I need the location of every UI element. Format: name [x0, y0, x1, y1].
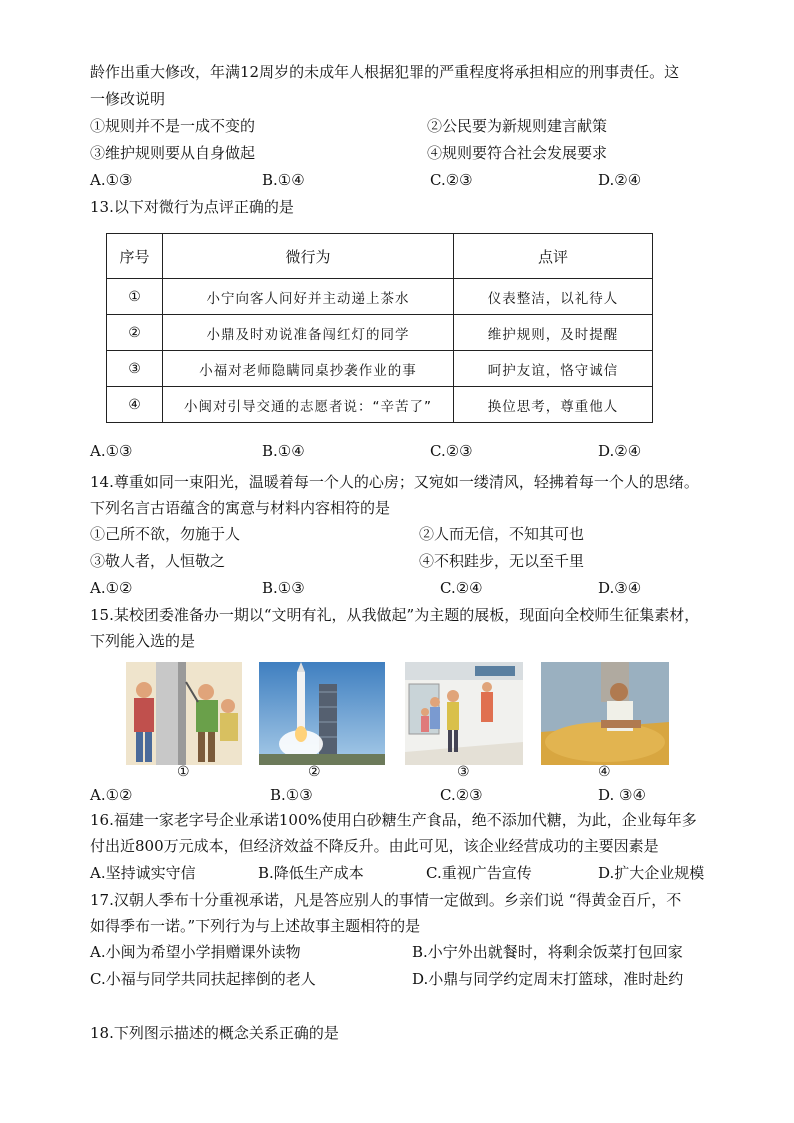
q15-image-cleaning	[126, 662, 242, 765]
q14-line1: 14.尊重如同一束阳光，温暖着每一个人的心房；又宛如一缕清风，轻拂着每一个人的思绪。	[90, 473, 699, 491]
row-comment: 呵护友谊，恪守诚信	[454, 351, 653, 387]
q13-option-d[interactable]: D.②④	[598, 442, 642, 460]
q14-statement-1: ①己所不欲，勿施于人	[90, 525, 241, 543]
q15-option-b[interactable]: B.①③	[270, 786, 313, 804]
q12-statement-1: ①规则并不是一成不变的	[90, 117, 256, 135]
q15-line2: 下列能入选的是	[90, 632, 196, 650]
row-behavior: 小宁向客人问好并主动递上茶水	[163, 279, 454, 315]
q15-image-subway	[405, 662, 523, 765]
q13-stem: 13.以下对微行为点评正确的是	[90, 198, 294, 216]
q15-caption-2: ②	[308, 764, 321, 780]
table-header-comment: 点评	[454, 234, 653, 279]
row-number: ①	[107, 279, 163, 315]
row-behavior: 小福对老师隐瞒同桌抄袭作业的事	[163, 351, 454, 387]
q12-option-c[interactable]: C.②③	[430, 171, 473, 189]
q18-stem: 18.下列图示描述的概念关系正确的是	[90, 1024, 339, 1042]
q13-option-a[interactable]: A.①③	[90, 442, 133, 460]
q12-statement-4: ④规则要符合社会发展要求	[427, 144, 608, 162]
table-header-behavior: 微行为	[163, 234, 454, 279]
q12-option-d[interactable]: D.②④	[598, 171, 642, 189]
q15-image-farmer	[541, 662, 669, 765]
q16-option-b[interactable]: B.降低生产成本	[258, 864, 364, 882]
q17-option-b[interactable]: B.小宁外出就餐时，将剩余饭菜打包回家	[412, 943, 683, 961]
row-comment: 维护规则，及时提醒	[454, 315, 653, 351]
q16-line2: 付出近800万元成本，但经济效益不降反升。由此可见，该企业经营成功的主要因素是	[90, 837, 659, 855]
q14-option-a[interactable]: A.①②	[90, 579, 133, 597]
q12-statement-2: ②公民要为新规则建言献策	[427, 117, 608, 135]
q12-option-a[interactable]: A.①③	[90, 171, 133, 189]
q15-caption-1: ①	[177, 764, 190, 780]
q14-option-d[interactable]: D.③④	[598, 579, 642, 597]
q16-line1: 16.福建一家老字号企业承诺100%使用白砂糖生产食品，绝不添加代糖，为此，企业每年多	[90, 811, 697, 829]
q15-line1: 15.某校团委准备办一期以“文明有礼，从我做起”为主题的展板，现面向全校师生征集素材，	[90, 606, 700, 624]
q17-option-a[interactable]: A.小闽为希望小学捐赠课外读物	[90, 943, 301, 961]
q13-table	[106, 233, 653, 423]
q15-option-c[interactable]: C.②③	[440, 786, 483, 804]
q17-option-c[interactable]: C.小福与同学共同扶起摔倒的老人	[90, 970, 316, 988]
q17-line1: 17.汉朝人季布十分重视承诺，凡是答应别人的事情一定做到。乡亲们说 “得黄金百斤，不	[90, 891, 682, 909]
row-behavior: 小鼎及时劝说准备闯红灯的同学	[163, 315, 454, 351]
q14-option-b[interactable]: B.①③	[262, 579, 305, 597]
table-row	[107, 387, 653, 423]
q15-option-d[interactable]: D. ③④	[598, 786, 646, 804]
q14-option-c[interactable]: C.②④	[440, 579, 483, 597]
q14-statement-4: ④不积跬步，无以至千里	[419, 552, 585, 570]
q14-statement-2: ②人而无信，不知其可也	[419, 525, 585, 543]
q16-option-c[interactable]: C.重视广告宣传	[426, 864, 532, 882]
q12-statement-3: ③维护规则要从自身做起	[90, 144, 256, 162]
row-number: ④	[107, 387, 163, 423]
q17-line2: 如得季布一诺。”下列行为与上述故事主题相符的是	[90, 917, 421, 935]
q13-option-b[interactable]: B.①④	[262, 442, 305, 460]
q15-caption-4: ④	[598, 764, 611, 780]
row-comment: 仪表整洁，以礼待人	[454, 279, 653, 315]
q15-caption-3: ③	[457, 764, 470, 780]
q16-option-a[interactable]: A.坚持诚实守信	[90, 864, 196, 882]
row-behavior: 小闽对引导交通的志愿者说：“辛苦了”	[163, 387, 454, 423]
q13-option-c[interactable]: C.②③	[430, 442, 473, 460]
q12-option-b[interactable]: B.①④	[262, 171, 305, 189]
q15-option-a[interactable]: A.①②	[90, 786, 133, 804]
table-row	[107, 351, 653, 387]
table-header-number: 序号	[107, 234, 163, 279]
q17-option-d[interactable]: D.小鼎与同学约定周末打篮球，准时赴约	[412, 970, 684, 988]
q16-option-d[interactable]: D.扩大企业规模	[598, 864, 705, 882]
row-number: ③	[107, 351, 163, 387]
row-comment: 换位思考，尊重他人	[454, 387, 653, 423]
q12-line2: 一修改说明	[90, 90, 166, 108]
q14-line2: 下列名言古语蕴含的寓意与材料内容相符的是	[90, 499, 391, 517]
table-row	[107, 315, 653, 351]
table-row	[107, 279, 653, 315]
q15-image-rocket	[259, 662, 385, 765]
q12-line1: 龄作出重大修改，年满12周岁的未成年人根据犯罪的严重程度将承担相应的刑事责任。这	[90, 63, 680, 81]
row-number: ②	[107, 315, 163, 351]
q14-statement-3: ③敬人者，人恒敬之	[90, 552, 226, 570]
